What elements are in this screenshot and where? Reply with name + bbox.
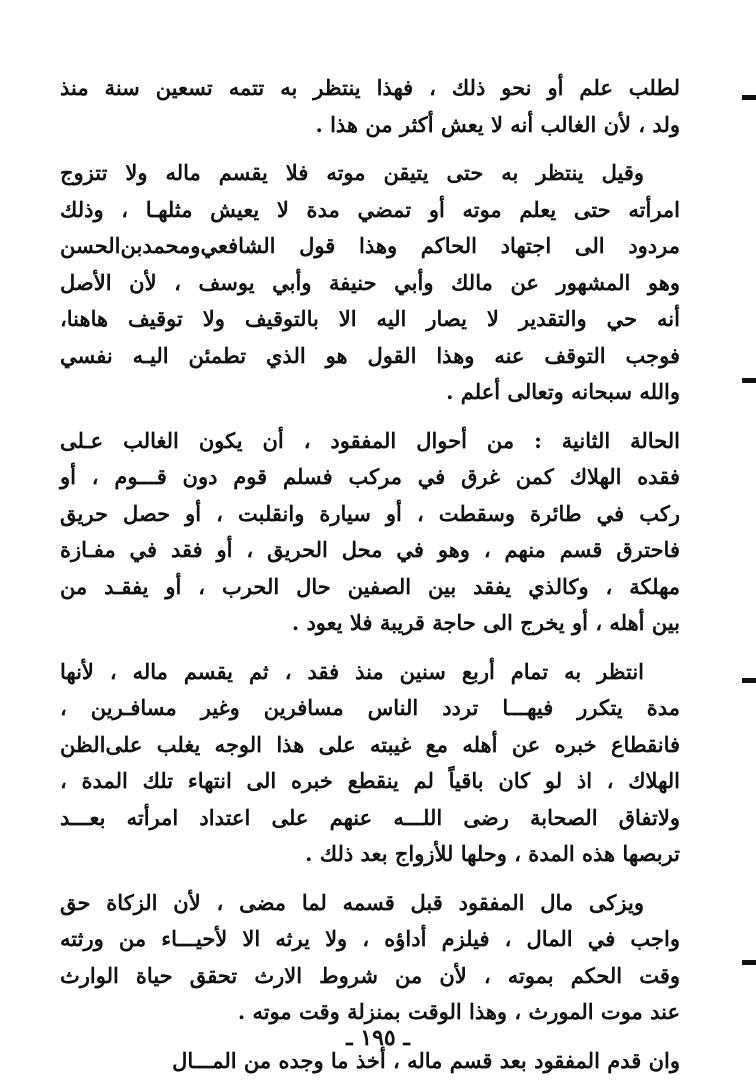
margin-mark [742,678,756,683]
margin-mark [742,95,756,100]
text-line: الهلاك ، اذ لو كان باقياً لم ينقطع خبره الى انتهاء تلك المدة ، [60,768,680,793]
page-body [60,70,680,1091]
text-line: ركب في طائرة وسقطت ، أو سيارة وانقلبت ، أو حصل حريق [60,500,680,526]
margin-mark [742,960,756,965]
text-line: وان قدم المفقود بعد قسم ماله ، أخذ ما وجده من المـــال [172,1047,680,1073]
text-line: لطلب علم أو نحو ذلك ، فهذا ينتظر به تتمه تسعين سنة منذ [60,75,680,100]
paragraph-5 [60,885,680,1031]
text-line: عند موت المورث ، وهذا الوقت بمنزلة وقت موته . [237,999,680,1024]
paragraph-1 [60,70,680,143]
text-line: واجب في المال ، فيلزم أداؤه ، ولا يرثه الا لأحيـــاء من ورثته [60,926,680,951]
text-line: تربصها هذه المدة ، وحلها للأزواج بعد ذلك . [305,841,680,866]
text-line: ولاتفاق الصحابة رضى اللـــه عنهم على اعتداد امرأته بعـــد [60,804,680,830]
text-line: وهو المشهور عن مالك وأبي حنيفة وأبي يوسف ، لأن الأصل [60,269,680,295]
text-line: أنه حي والتقدير لا يصار اليه الا بالتوقيف ولا توقيف هاهنا، [60,306,680,331]
text-line: مدة يتكرر فيهـــا تردد الناس مسافرين وغير مسافـرين ، [60,695,680,720]
text-line: وقيل ينتظر به حتى يتيقن موته فلا يقسم ماله ولا تتزوج [60,160,644,185]
text-line: ويزكى مال المفقود قبل قسمه لما مضى ، لأن الزكاة حق [60,889,644,915]
text-line: مهلكة ، وكالذي يفقد بين الصفين حال الحرب ، أو يفقـد من [60,573,680,599]
paragraph-2 [60,155,680,411]
text-line: ولد ، لأن الغالب أنه لا يعش أكثر من هذا . [315,111,680,137]
text-line: مردود الى اجتهاد الحاكم وهذا قول الشافعي‌ومحمدبن‌الحسن [60,233,680,258]
margin-mark [742,378,756,383]
text-line: بين أهله ، أو يخرج الى حاجة قريبة فلا يعود . [291,610,680,635]
text-line: وقت الحكم بموته ، لأن من شروط الارث تحقق حياة الوارث [60,962,680,988]
page-number: ـ ١٩٥ ـ [346,1025,410,1051]
paragraph-4 [60,654,680,873]
text-line: امرأته حتى يعلم موته أو تمضي مدة لا يعيش مثلهـا ، وذلك [60,196,680,222]
paragraph-3 [60,423,680,642]
text-line: فاحترق قسم منهم ، وهو في محل الحريق ، أو فقد في مفـازة [60,537,680,562]
text-line: الحالة الثانية : من أحوال المفقود ، أن يكون الغالب عـلى [60,427,680,453]
text-line: والله سبحانه وتعالى أعلم . [446,379,680,404]
text-line: فقده الهلاك كمن غرق في مركب فسلم قوم دون قـــوم ، أو [60,464,680,489]
text-line: فانقطاع خبره عن أهله مع غيبته على هذا الوجه يغلب على‌الظن [60,731,680,757]
text-line: فوجب التوقف عنه وهذا القول هو الذي تطمئن اليـه نفسي [60,342,680,368]
text-line: انتظر به تمام أربع سنين منذ فقد ، ثم يقسم ماله ، لأنها [60,658,644,684]
